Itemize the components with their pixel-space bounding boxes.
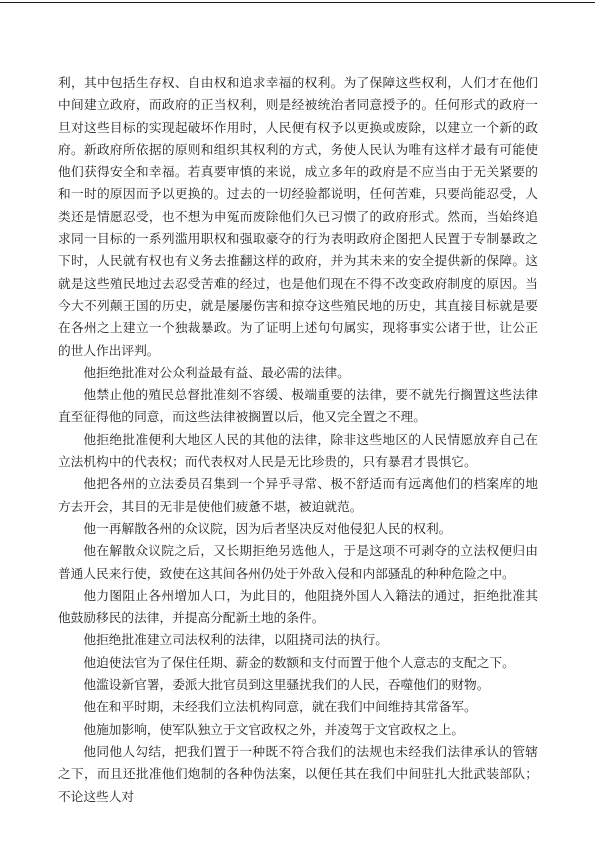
paragraph-grievance: 他一再解散各州的众议院，因为后者坚决反对他侵犯人民的权利。 xyxy=(83,520,452,536)
paragraph-continuation: 利，其中包括生存权、自由权和追求幸福的权利。为了保障这些权利，人们才在他们中间建立政府，而政府的正当权利，则是经被统治者同意授予的。任何形式的政府一旦对这些目标的实现起破坏作用时，人民便有权予以更换或废除，以建立一个新的政府。新政府所依据的原则和组织其权利的方式，务使人民认为唯有这样才最有可能使他们获得安全和幸福。若真要审慎的来说，成立多年的政府是不应当由于无关紧要的和一时的原因而予以更换的。过去的一切经验都说明，任何苦难，只要尚能忍受，人类还是情愿忍受，也不想为申冤而废除他们久已习惯了的政府形式。然而，当始终追求同一目标的一系列滥用职权和强取豪夺的行为表明政府企图把人民置于专制暴政之下时，人民就有权也有义务去推翻这样的政府，并为其未来的安全提供新的保障。这就是这些殖民地过去忍受苦难的经过，也是他们现在不得不改变政府制度的原因。当今大不列颠王国的历史，就是屡屡伤害和掠夺这些殖民地的历史，其直接目标就是要在各州之上建立一个独裁暴政。为了证明上述句句属实，现将事实公诸于世，让公正的世人作出评判。 xyxy=(58,75,538,358)
header-rule xyxy=(0,2,595,3)
paragraph-grievance: 他拒绝批准对公众利益最有益、最必需的法律。 xyxy=(83,364,350,380)
paragraph-grievance: 他禁止他的殖民总督批准刻不容缓、极端重要的法律，要不就先行搁置这些法律直至征得他的同意，而这些法律被搁置以后，他又完全置之不理。 xyxy=(58,387,538,425)
paragraph-grievance: 他拒绝批准建立司法权利的法律，以阻挠司法的执行。 xyxy=(83,632,388,648)
paragraph-grievance: 他力图阻止各州增加人口，为此目的，他阻挠外国人入籍法的通过，拒绝批准其他鼓励移民的法律，并提高分配新土地的条件。 xyxy=(58,587,538,626)
paragraph-grievance: 他在和平时期，未经我们立法机构同意，就在我们中间维持其常备军。 xyxy=(83,699,477,715)
paragraph-grievance: 他同他人勾结，把我们置于一种既不符合我们的法规也未经我们法律承认的管辖之下，而且还批准他们炮制的各种伪法案，以便任其在我们中间驻扎大批武装部队；不论这些人对 xyxy=(58,743,538,804)
paragraph-grievance: 他迫使法官为了保住任期、薪金的数额和支付而置于他个人意志的支配之下。 xyxy=(83,654,515,670)
paragraph-grievance: 他把各州的立法委员召集到一个异乎寻常、极不舒适而有远离他们的档案库的地方去开会，其目的无非是使他们疲惫不堪，被迫就范。 xyxy=(58,476,538,514)
paragraph-grievance: 他拒绝批准便利大地区人民的其他的法律，除非这些地区的人民情愿放弃自己在立法机构中的代表权；而代表权对人民是无比珍贵的，只有暴君才畏惧它。 xyxy=(58,431,538,470)
paragraph-grievance: 他在解散众议院之后，又长期拒绝另选他人，于是这项不可剥夺的立法权便归由普通人民来行使，致使在这其间各州仍处于外敌入侵和内部骚乱的种种危险之中。 xyxy=(58,543,538,581)
paragraph-grievance: 他施加影响，使军队独立于文官政权之外，并凌驾于文官政权之上。 xyxy=(83,721,465,737)
paragraph-grievance: 他滥设新官署，委派大批官员到这里骚扰我们的人民，吞噬他们的财物。 xyxy=(83,677,490,693)
body-text xyxy=(58,72,538,808)
